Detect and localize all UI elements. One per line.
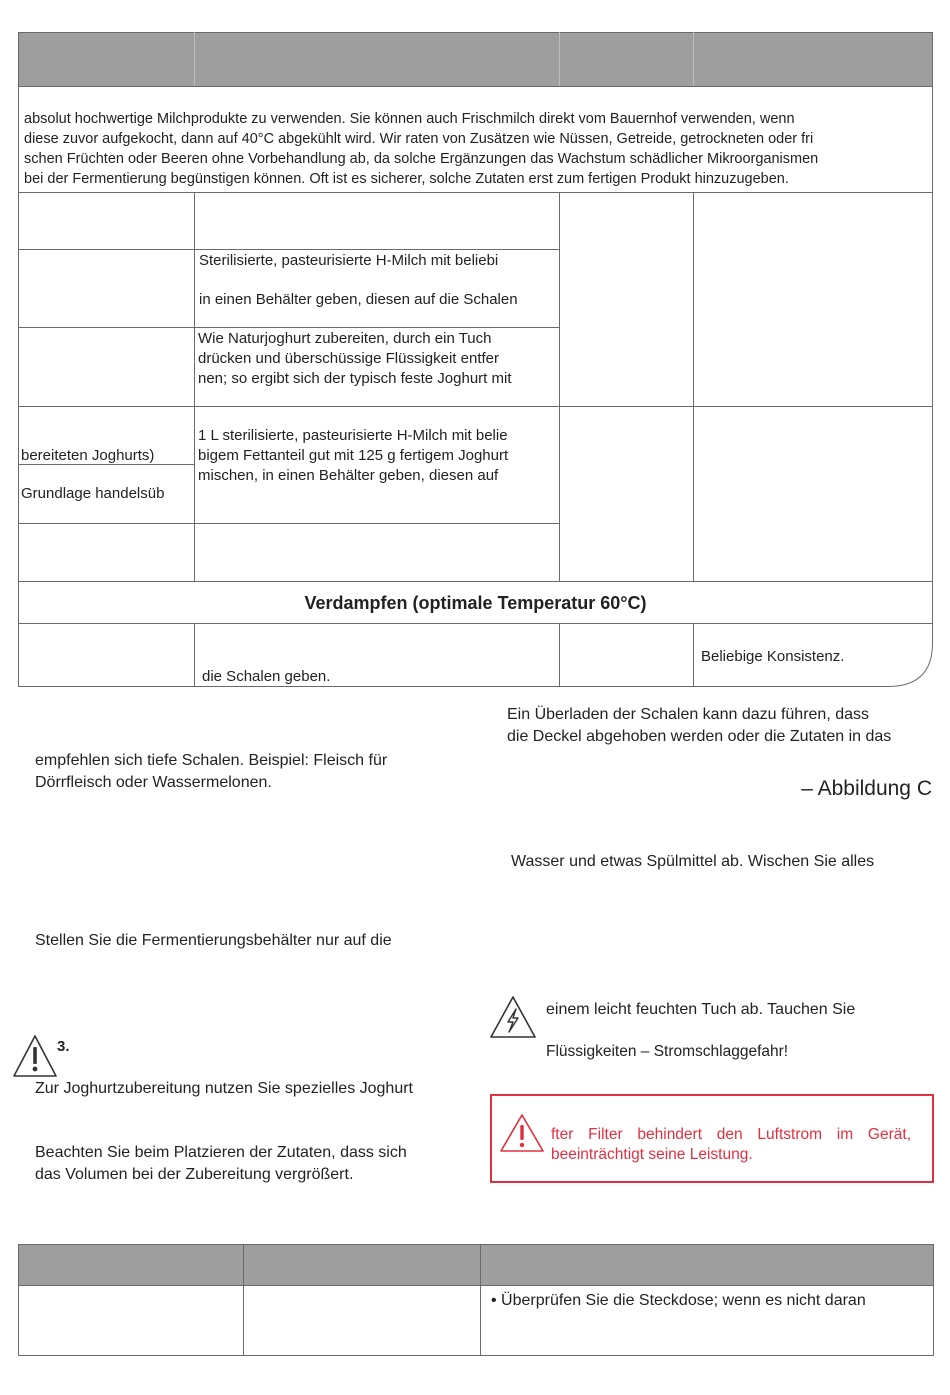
figure-reference: – Abbildung C xyxy=(801,777,932,800)
table2-header-cell-3 xyxy=(481,1244,933,1285)
paragraph-joghurt: Zur Joghurtzubereitung nutzen Sie spezielles Joghurt xyxy=(35,1080,413,1097)
paragraph-tiefe-schalen xyxy=(35,750,387,794)
paragraph-fluessigkeiten: Flüssigkeiten – Stromschlaggefahr! xyxy=(546,1043,789,1060)
cell-line: Wie Naturjoghurt zubereiten, durch ein Tuch xyxy=(198,330,492,347)
table1-bottom-border xyxy=(18,643,934,689)
intro-line: bei der Fermentierung begünstigen können. Oft ist es sicherer, solche Zutaten erst zum fertigen Produkt hinzuzugeben. xyxy=(24,171,789,187)
caution-icon xyxy=(499,1113,545,1158)
table1-header-cell-2 xyxy=(195,32,559,86)
cell-line: nen; so ergibt sich der typisch feste Joghurt mit xyxy=(198,370,512,387)
paragraph-wasser: Wasser und etwas Spülmittel ab. Wischen Sie alles xyxy=(511,853,875,870)
table1-intro xyxy=(24,109,929,189)
cell-steckdose: • Überprüfen Sie die Steckdose; wenn es nicht daran xyxy=(491,1292,866,1309)
cell-wie-naturjoghurt xyxy=(198,329,511,389)
text-line: empfehlen sich tiefe Schalen. Beispiel: Fleisch für xyxy=(35,752,388,769)
text-line: die Deckel abgehoben werden oder die Zutaten in das xyxy=(507,728,892,745)
cell-schalen-geben: die Schalen geben. xyxy=(202,668,331,685)
intro-line: absolut hochwertige Milchprodukte zu verwenden. Sie können auch Frischmilch direkt vom Bauernhof verwenden, wenn xyxy=(24,111,795,127)
warning-line: fter Filter behindert den Luftstrom im Gerät, xyxy=(551,1126,911,1143)
cell-line: drücken und überschüssige Flüssigkeit entfer xyxy=(198,350,499,367)
text-line: Beachten Sie beim Platzieren der Zutaten, dass sich xyxy=(35,1144,407,1161)
warning-triangle-icon xyxy=(12,1034,58,1083)
table2-header-cell-2 xyxy=(244,1244,480,1285)
filter-warning-box xyxy=(490,1094,934,1183)
cell-sterilisiert-line1: Sterilisierte, pasteurisierte H-Milch mit beliebi xyxy=(199,252,499,269)
section-heading-verdampfen: Verdampfen (optimale Temperatur 60°C) xyxy=(304,593,647,613)
cell-grundlage: Grundlage handelsüb xyxy=(21,485,165,502)
filter-warning-text xyxy=(551,1125,911,1165)
text-line: Dörrfleisch oder Wassermelonen. xyxy=(35,774,272,791)
cell-line: bigem Fettanteil gut mit 125 g fertigem Joghurt xyxy=(198,447,509,464)
cell-1l-milch xyxy=(198,426,508,486)
warning-number: 3. xyxy=(57,1038,70,1055)
table1-header-cell-4 xyxy=(694,32,932,86)
paragraph-tuch: einem leicht feuchten Tuch ab. Tauchen Sie xyxy=(546,1001,856,1018)
intro-line: schen Früchten oder Beeren ohne Vorbehandlung ab, da solche Ergänzungen das Wachstum schädlicher Mikroorganismen xyxy=(24,151,819,167)
electric-shock-icon xyxy=(489,995,537,1044)
paragraph-ueberladen xyxy=(507,704,891,748)
cell-line: 1 L sterilisierte, pasteurisierte H-Milch mit belie xyxy=(198,427,508,444)
paragraph-beachten xyxy=(35,1142,407,1186)
text-line: das Volumen bei der Zubereitung vergrößert. xyxy=(35,1166,354,1183)
table2-header-cell-1 xyxy=(18,1244,243,1285)
cell-sterilisiert-line2: in einen Behälter geben, diesen auf die Schalen xyxy=(199,291,518,308)
table1-header-cell-1 xyxy=(18,32,194,86)
cell-beliebige-konsistenz: Beliebige Konsistenz. xyxy=(701,648,845,665)
cell-line: mischen, in einen Behälter geben, diesen auf xyxy=(198,467,499,484)
text-line: Ein Überladen der Schalen kann dazu führen, dass xyxy=(507,706,870,723)
warning-line: beeinträchtigt seine Leistung. xyxy=(551,1146,753,1163)
intro-line: diese zuvor aufgekocht, dann auf 40°C abgekühlt wird. Wir raten von Zusätzen wie Nüssen, Getreide, getrockneten oder fri xyxy=(24,131,814,147)
paragraph-stellen: Stellen Sie die Fermentierungsbehälter nur auf die xyxy=(35,932,392,949)
cell-bereiteten-joghurts: bereiteten Joghurts) xyxy=(21,447,155,464)
table1-header-cell-3 xyxy=(560,32,693,86)
